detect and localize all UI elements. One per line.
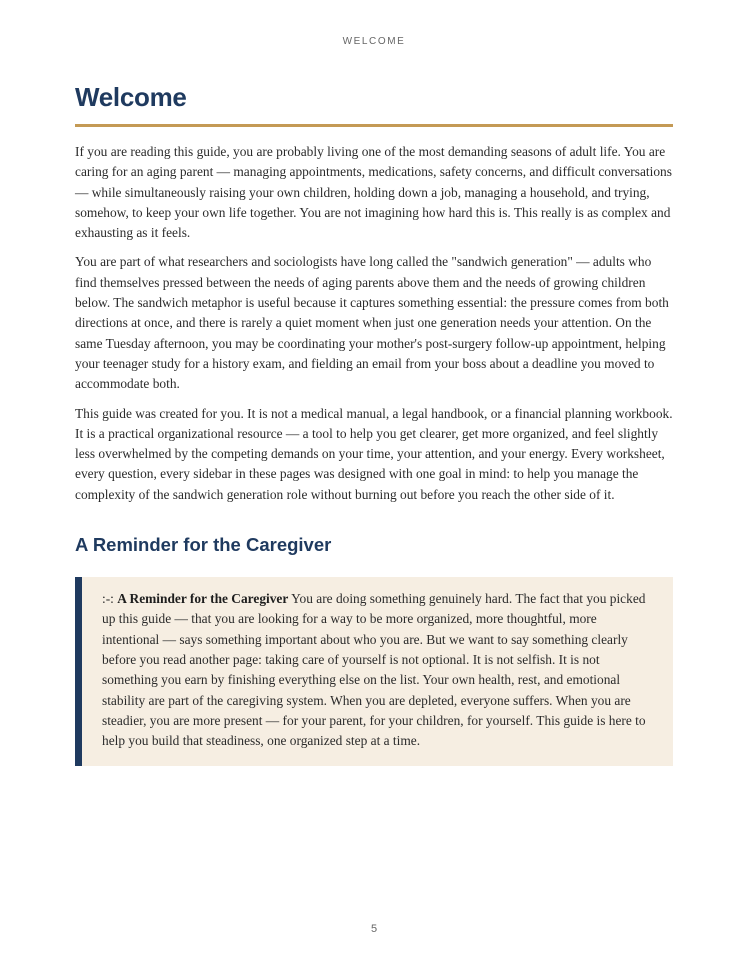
page-number: 5 bbox=[370, 923, 378, 935]
running-header: WELCOME bbox=[342, 36, 406, 47]
callout-body: You are doing something genuinely hard. The fact that you picked up this guide — that you are looking for a way to be more organized, more thoughtful, more intentional — says something important about who you are. But we want to say something clearly before you read another page: taking care of yourself is not optional. It is not selfish. It is not something you earn by finishing everything else on the list. Your own health, rest, and emotional stability are part of the caregiving system. When you are depleted, everyone suffers. When you are steadier, you are more present — for your parent, for your children, for yourself. This guide is here to help you build that steadiness, one organized step at a time. bbox=[102, 591, 646, 749]
intro-paragraph-1: If you are reading this guide, you are probably living one of the most demanding seasons of adult life. You are caring for an aging parent — managing appointments, medications, safety concerns, and difficult conversations — while simultaneously raising your own children, holding down a job, managing a household, and trying, somehow, to keep your own life together. You are not imagining how hard this is. This really is as complex and exhausting as it feels. bbox=[75, 144, 672, 241]
intro-paragraph-2: You are part of what researchers and sociologists have long called the "sandwich generation" — adults who find themselves pressed between the needs of aging parents above them and the needs of growing children below. The sandwich metaphor is useful because it captures something essential: the pressure comes from both directions at once, and there is rarely a quiet moment when just one generation needs your attention. On the same Tuesday afternoon, you may be coordinating your mother's post-surgery follow-up appointment, helping your teenager study for a history exam, and fielding an email from your boss about a deadline you moved to accommodate both. bbox=[75, 254, 669, 392]
callout-prefix: :-: bbox=[102, 591, 118, 607]
page-title: Welcome bbox=[75, 80, 673, 127]
section-heading: A Reminder for the Caregiver bbox=[75, 534, 332, 556]
caregiver-reminder-callout bbox=[75, 577, 673, 766]
intro-paragraph-3: This guide was created for you. It is not a medical manual, a legal handbook, or a financial planning workbook. It is a practical organizational resource — a tool to help you get clearer, get more organized, and feel slightly less overwhelmed by the competing demands on your time, your attention, and your energy. Every worksheet, every question, every sidebar in these pages was designed with one goal in mind: to help you manage the complexity of the sandwich generation role without burning out before you reach the other side of it. bbox=[75, 405, 673, 502]
page-content bbox=[75, 80, 673, 766]
callout-lead: A Reminder for the Caregiver bbox=[117, 591, 289, 607]
callout-text bbox=[102, 589, 655, 751]
